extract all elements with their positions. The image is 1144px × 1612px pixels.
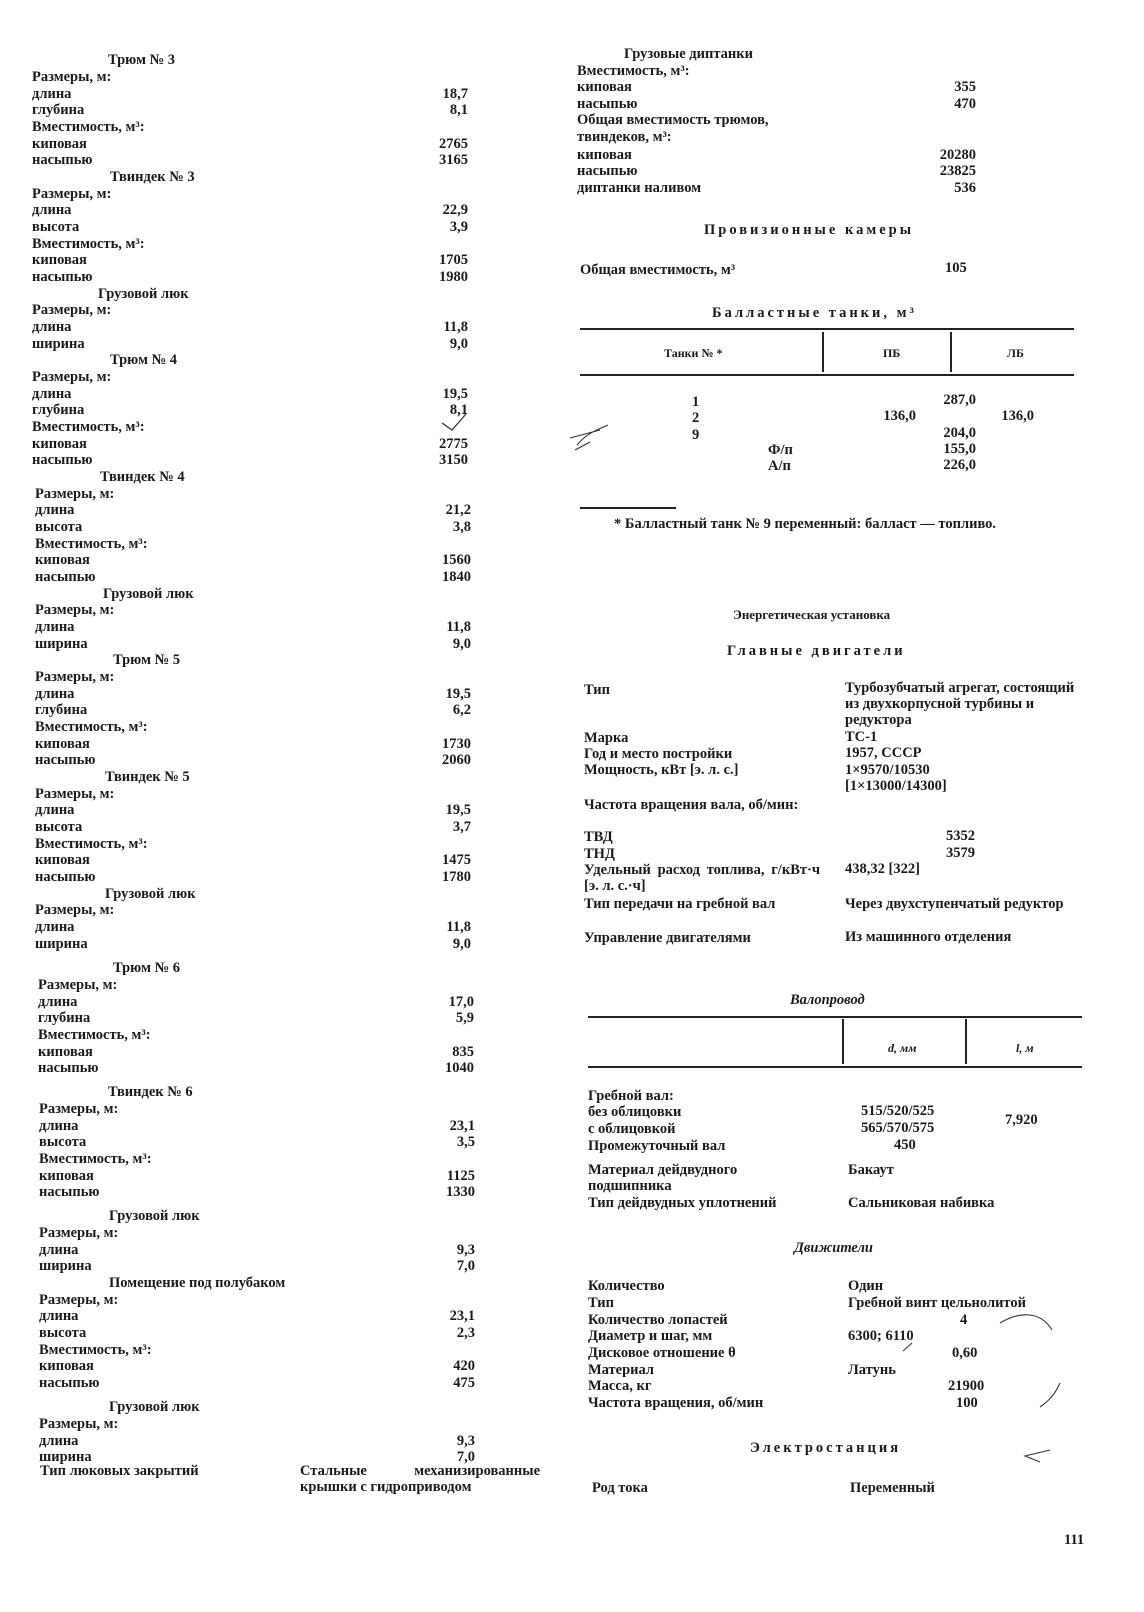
spec-value: 19,5 xyxy=(442,386,468,402)
provisions-value: 105 xyxy=(945,260,967,276)
current-type-label: Род тока xyxy=(592,1480,648,1496)
ballast-heading: Балластные танки, м³ xyxy=(712,305,917,321)
ballast-pb: 136,0 xyxy=(883,408,916,424)
section-label: Помещение под полубаком xyxy=(109,1275,286,1291)
spec-value: 1125 xyxy=(446,1168,475,1184)
section-label: Вместимость, м³: xyxy=(35,836,148,852)
ballast-tank: Ф/п xyxy=(768,442,793,458)
transmission-value: Через двухступенчатый редуктор xyxy=(845,896,1064,912)
shaft-header-rule xyxy=(588,1066,1082,1068)
section-label: Вместимость, м³: xyxy=(38,1027,151,1043)
shaft-row-label: Промежуточный вал xyxy=(588,1138,726,1154)
shaft-row-d: 565/570/575 xyxy=(861,1120,935,1136)
section-label: Размеры, м: xyxy=(32,69,112,85)
section-label: твиндеков, м³: xyxy=(577,129,672,145)
spec-value: 1780 xyxy=(442,869,471,885)
spec-label: насыпью xyxy=(35,869,96,885)
ballast-lb: 155,0 xyxy=(943,441,976,457)
spec-label: длина xyxy=(32,319,72,335)
transmission-label: Тип передачи на гребной вал xyxy=(584,896,776,912)
spec-value: 18,7 xyxy=(442,86,468,102)
section-label: Твиндек № 4 xyxy=(100,469,185,485)
section-label: Размеры, м: xyxy=(38,977,118,993)
engine-type-label: Тип xyxy=(584,682,611,698)
engine-control-label: Управление двигателями xyxy=(584,930,751,946)
tnd-value: 3579 xyxy=(946,845,975,861)
spec-value: 4 xyxy=(960,1312,968,1328)
shaft-top-rule xyxy=(588,1016,1082,1018)
stern-seal-label: Тип дейдвудных уплотнений xyxy=(588,1195,777,1211)
spec-label: высота xyxy=(35,519,83,535)
spec-label: насыпью xyxy=(32,452,93,468)
spec-value: 536 xyxy=(954,180,976,196)
spec-label: насыпью xyxy=(32,269,93,285)
spec-label: насыпью xyxy=(39,1184,100,1200)
spec-label: ширина xyxy=(35,636,88,652)
engine-year-value: 1957, СССР xyxy=(845,745,922,761)
spec-label: киповая xyxy=(32,136,87,152)
spec-value: 2765 xyxy=(439,136,468,152)
pencil-mark xyxy=(1040,1383,1060,1407)
ballast-col-divider-1 xyxy=(822,332,824,372)
section-label: Размеры, м: xyxy=(32,302,112,318)
provisions-label: Общая вместимость, м³ xyxy=(580,262,736,278)
shaft-col-divider-1 xyxy=(842,1019,844,1064)
spec-label: длина xyxy=(39,1118,79,1134)
section-label: Размеры, м: xyxy=(35,602,115,618)
ballast-top-rule xyxy=(580,328,1074,330)
shaft-row-d: 450 xyxy=(894,1137,916,1153)
provisions-heading: Провизионные камеры xyxy=(704,222,915,238)
spec-value: 1840 xyxy=(442,569,471,585)
shaft-row-label: без облицовки xyxy=(588,1104,682,1120)
spec-value: 17,0 xyxy=(448,994,474,1010)
spec-value: 355 xyxy=(954,79,976,95)
section-label: Вместимость, м³: xyxy=(32,236,145,252)
spec-value: 20280 xyxy=(939,147,976,163)
spec-label: длина xyxy=(35,919,75,935)
spec-value: 11,8 xyxy=(446,919,471,935)
spec-value: 9,3 xyxy=(456,1242,475,1258)
spec-value: 3165 xyxy=(439,152,468,168)
ballast-col-divider-2 xyxy=(950,332,952,372)
spec-value: 1730 xyxy=(442,736,471,752)
spec-label: киповая xyxy=(39,1168,94,1184)
spec-label: Материал xyxy=(588,1362,655,1378)
ballast-lb: 136,0 xyxy=(1001,408,1034,424)
spec-label: длина xyxy=(32,386,72,402)
spec-label: ширина xyxy=(32,336,85,352)
spec-value: 9,0 xyxy=(452,936,471,952)
power-station-heading: Электростанция xyxy=(750,1440,902,1456)
shaft-header-d: d, мм xyxy=(888,1041,917,1055)
section-label: Твиндек № 6 xyxy=(108,1084,193,1100)
stern-bearing-label: Материал дейдвудного подшипника xyxy=(588,1162,738,1194)
ballast-lb: 204,0 xyxy=(943,425,976,441)
spec-label: киповая xyxy=(35,852,90,868)
spec-value: 2060 xyxy=(442,752,471,768)
spec-value: 1330 xyxy=(446,1184,475,1200)
section-label: Грузовой люк xyxy=(109,1399,200,1415)
page-number: 111 xyxy=(1064,1532,1085,1548)
spec-label: насыпью xyxy=(577,96,638,112)
engine-power-value-1: 1×9570/10530 xyxy=(845,762,930,778)
spec-value: 8,1 xyxy=(449,102,468,118)
spec-value: 23,1 xyxy=(449,1308,475,1324)
engine-power-label: Мощность, кВт [э. л. с.] xyxy=(584,762,739,778)
section-label: Вместимость, м³: xyxy=(32,419,145,435)
spec-value: 1475 xyxy=(442,852,471,868)
spec-label: насыпью xyxy=(32,152,93,168)
ballast-header-tank: Танки № * xyxy=(664,346,723,360)
spec-label: длина xyxy=(39,1308,79,1324)
spec-label: длина xyxy=(32,202,72,218)
ballast-header-rule xyxy=(580,374,1074,376)
ballast-lb: 287,0 xyxy=(943,392,976,408)
fuel-consumption-label: Удельный расход топлива, г/кВт·ч [э. л. с.·ч] xyxy=(584,862,820,894)
spec-value: 22,9 xyxy=(442,202,468,218)
ballast-tank: 1 xyxy=(692,394,700,410)
shaft-row-d: 515/520/525 xyxy=(861,1103,935,1119)
section-label: Трюм № 3 xyxy=(108,52,176,68)
spec-value: 1560 xyxy=(442,552,471,568)
spec-value: 2,3 xyxy=(456,1325,475,1341)
spec-value: Латунь xyxy=(848,1362,896,1378)
tvd-value: 5352 xyxy=(946,828,975,844)
spec-value: 7,0 xyxy=(456,1258,475,1274)
engine-year-label: Год и место постройки xyxy=(584,746,733,762)
section-label: Грузовой люк xyxy=(109,1208,200,1224)
engine-power-value-2: [1×13000/14300] xyxy=(845,778,947,794)
spec-label: длина xyxy=(32,86,72,102)
spec-label: ширина xyxy=(35,936,88,952)
spec-value: 8,1 xyxy=(449,402,468,418)
spec-value: 11,8 xyxy=(443,319,468,335)
spec-label: насыпью xyxy=(35,752,96,768)
ballast-lb: 226,0 xyxy=(943,457,976,473)
spec-value: 1980 xyxy=(439,269,468,285)
spec-value: 1040 xyxy=(445,1060,474,1076)
pencil-mark xyxy=(570,425,608,450)
ballast-footnote: * Балластный танк № 9 переменный: балласт — топливо. xyxy=(614,516,997,532)
ballast-tank: 2 xyxy=(692,410,700,426)
fuel-consumption-value: 438,32 [322] xyxy=(845,861,920,877)
section-label: Грузовой люк xyxy=(103,586,194,602)
spec-label: длина xyxy=(38,994,78,1010)
section-label: Трюм № 5 xyxy=(113,652,181,668)
spec-value: 6,2 xyxy=(452,702,471,718)
ballast-tank: 9 xyxy=(692,427,700,443)
stern-bearing-value: Бакаут xyxy=(848,1162,894,1178)
spec-label: ширина xyxy=(39,1258,92,1274)
section-label: Размеры, м: xyxy=(39,1292,119,1308)
spec-label: длина xyxy=(39,1433,79,1449)
power-heading: Энергетическая установка xyxy=(733,607,891,622)
spec-label: Количество xyxy=(588,1278,665,1294)
spec-value: 9,0 xyxy=(449,336,468,352)
section-label: Грузовой люк xyxy=(98,286,189,302)
spec-label: длина xyxy=(35,502,75,518)
spec-label: киповая xyxy=(39,1358,94,1374)
engine-control-value: Из машинного отделения xyxy=(845,929,1012,945)
section-label: Грузовой люк xyxy=(105,886,196,902)
spec-value: 5,9 xyxy=(455,1010,474,1026)
spec-label: высота xyxy=(39,1325,87,1341)
engine-brand-label: Марка xyxy=(584,730,629,746)
spec-label: насыпью xyxy=(577,163,638,179)
main-engines-heading: Главные двигатели xyxy=(727,643,906,659)
spec-label: киповая xyxy=(32,436,87,452)
pencil-mark xyxy=(1025,1450,1050,1462)
spec-label: Частота вращения, об/мин xyxy=(588,1395,764,1411)
spec-label: Масса, кг xyxy=(588,1378,652,1394)
hatch-type-label: Тип люковых закрытий xyxy=(40,1463,199,1479)
spec-value: 3,8 xyxy=(452,519,471,535)
spec-value: Гребной винт цельнолитой xyxy=(848,1295,1026,1311)
spec-value: 19,5 xyxy=(445,802,471,818)
propulsors-heading: Движители xyxy=(794,1240,873,1256)
tnd-label: ТНД xyxy=(584,846,615,862)
spec-value: 7,0 xyxy=(456,1449,475,1465)
spec-label: киповая xyxy=(577,79,632,95)
spec-value: 3,9 xyxy=(449,219,468,235)
spec-label: киповая xyxy=(32,252,87,268)
spec-label: глубина xyxy=(35,702,88,718)
spec-value: 3150 xyxy=(439,452,468,468)
spec-value: 420 xyxy=(453,1358,475,1374)
spec-label: Дисковое отношение θ xyxy=(588,1345,736,1361)
spec-label: Количество лопастей xyxy=(588,1312,728,1328)
current-type-value: Переменный xyxy=(850,1480,935,1496)
spec-value: 21900 xyxy=(948,1378,985,1394)
section-label: Размеры, м: xyxy=(32,186,112,202)
section-label: Твиндек № 5 xyxy=(105,769,190,785)
spec-label: глубина xyxy=(38,1010,91,1026)
propeller-shaft-label: Гребной вал: xyxy=(588,1088,674,1104)
ballast-header-lb: ЛБ xyxy=(1007,346,1024,360)
spec-value: 11,8 xyxy=(446,619,471,635)
section-label: Трюм № 6 xyxy=(113,960,181,976)
section-label: Размеры, м: xyxy=(35,786,115,802)
spec-label: насыпью xyxy=(35,569,96,585)
section-label: Вместимость, м³: xyxy=(39,1151,152,1167)
ballast-tank: А/п xyxy=(768,458,791,474)
spec-label: длина xyxy=(35,686,75,702)
spec-label: насыпью xyxy=(39,1375,100,1391)
diptanks-heading: Грузовые диптанки xyxy=(624,46,753,62)
section-label: Размеры, м: xyxy=(39,1101,119,1117)
section-label: Размеры, м: xyxy=(39,1416,119,1432)
spec-value: 475 xyxy=(453,1375,475,1391)
spec-label: киповая xyxy=(35,736,90,752)
section-label: Размеры, м: xyxy=(39,1225,119,1241)
spec-value: 3,7 xyxy=(452,819,471,835)
spec-label: киповая xyxy=(35,552,90,568)
section-label: Размеры, м: xyxy=(35,902,115,918)
spec-label: высота xyxy=(35,819,83,835)
spec-value: Один xyxy=(848,1278,884,1294)
spec-label: Тип xyxy=(588,1295,615,1311)
engine-brand-value: ТС-1 xyxy=(845,729,878,745)
spec-value: 9,0 xyxy=(452,636,471,652)
spec-label: насыпью xyxy=(38,1060,99,1076)
section-label: Размеры, м: xyxy=(32,369,112,385)
section-label: Вместимость, м³: xyxy=(35,719,148,735)
stern-seal-value: Сальниковая набивка xyxy=(848,1195,995,1211)
tvd-label: ТВД xyxy=(584,829,613,845)
spec-label: длина xyxy=(35,802,75,818)
spec-label: высота xyxy=(32,219,80,235)
spec-value: 0,60 xyxy=(952,1345,978,1361)
section-label: Размеры, м: xyxy=(35,486,115,502)
spec-value: 1705 xyxy=(439,252,468,268)
spec-label: киповая xyxy=(577,147,632,163)
spec-value: 23,1 xyxy=(449,1118,475,1134)
section-label: Размеры, м: xyxy=(35,669,115,685)
spec-label: диптанки наливом xyxy=(577,180,702,196)
section-label: Вместимость, м³: xyxy=(32,119,145,135)
pencil-mark xyxy=(1000,1315,1052,1330)
section-label: Твиндек № 3 xyxy=(110,169,195,185)
spec-label: ширина xyxy=(39,1449,92,1465)
shaft-col-divider-2 xyxy=(965,1019,967,1064)
spec-label: длина xyxy=(39,1242,79,1258)
engine-type-value: Турбозубчатый агрегат, состоящий из двухкорпусной турбины и редуктора xyxy=(845,680,1075,728)
footnote-rule xyxy=(580,507,676,509)
spec-value: 3,5 xyxy=(456,1134,475,1150)
shaft-length-value: 7,920 xyxy=(1005,1112,1038,1128)
shaft-header-l: l, м xyxy=(1016,1041,1034,1055)
ballast-header-pb: ПБ xyxy=(883,346,901,360)
spec-value: 9,3 xyxy=(456,1433,475,1449)
spec-value: 835 xyxy=(452,1044,474,1060)
section-label: Вместимость, м³: xyxy=(39,1342,152,1358)
spec-value: 21,2 xyxy=(445,502,471,518)
spec-value: 100 xyxy=(956,1395,978,1411)
shafting-heading: Валопровод xyxy=(790,992,865,1008)
spec-label: глубина xyxy=(32,402,85,418)
spec-value: 470 xyxy=(954,96,976,112)
spec-label: киповая xyxy=(38,1044,93,1060)
spec-value: 2775 xyxy=(439,436,468,452)
spec-label: длина xyxy=(35,619,75,635)
hatch-type-value: Стальные механизированные крышки с гидроприводом xyxy=(300,1463,540,1495)
shaft-speed-label: Частота вращения вала, об/мин: xyxy=(584,797,799,813)
spec-label: Диаметр и шаг, мм xyxy=(588,1328,713,1344)
spec-label: высота xyxy=(39,1134,87,1150)
spec-value: 19,5 xyxy=(445,686,471,702)
shaft-row-label: с облицовкой xyxy=(588,1121,676,1137)
section-label: Трюм № 4 xyxy=(110,352,178,368)
section-label: Вместимость, м³: xyxy=(35,536,148,552)
spec-value: 23825 xyxy=(939,163,976,179)
pencil-mark xyxy=(903,1343,912,1351)
section-label: Общая вместимость трюмов, xyxy=(577,112,769,128)
section-label: Вместимость, м³: xyxy=(577,63,690,79)
spec-value: 6300; 6110 xyxy=(848,1328,914,1344)
spec-label: глубина xyxy=(32,102,85,118)
